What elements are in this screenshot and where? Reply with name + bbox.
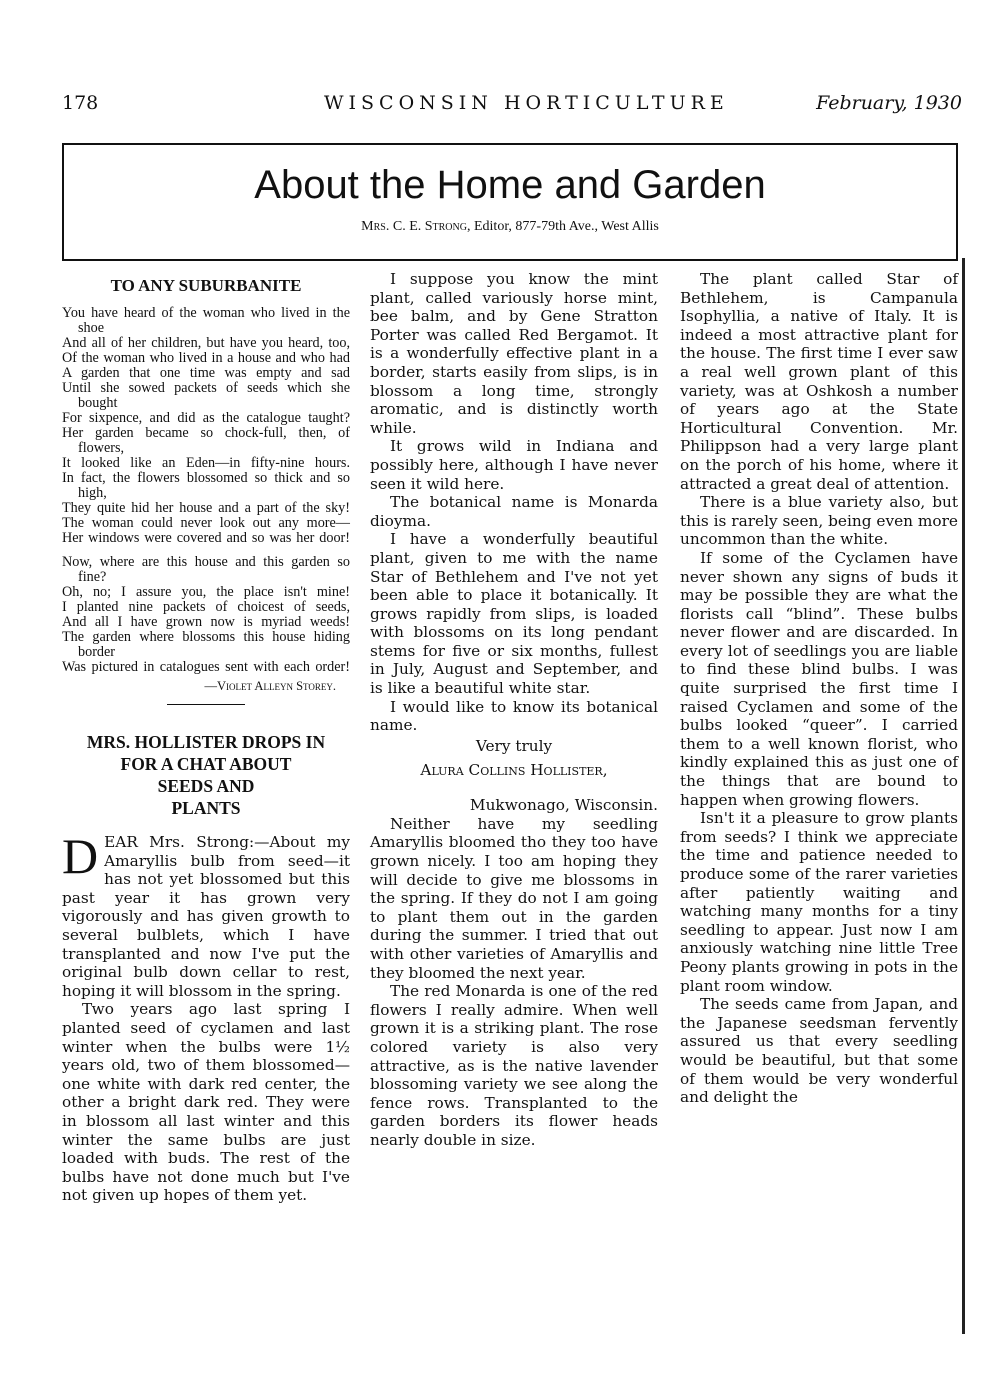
article-paragraph: There is a blue variety also, but this is rarely seen, being even more uncommon than the white. [680,493,958,549]
article-paragraph: I have a wonderfully beautiful plant, given to me with the name Star of Bethlehem and I've not yet been able to place it botanically. It grows rapidly from slips, is loaded with blossoms on its long pendant stems for five or six months, fullest in July, August and September, and is like a beautiful white star. [370,530,658,698]
article-paragraph [62,828,350,1000]
poem-title: TO ANY SUBURBANITE [110,276,302,295]
letter-closing: Very truly [475,736,553,755]
poem-line: In fact, the flowers blossomed so thick and so high, [62,470,350,501]
poem-line: It looked like an Eden—in fifty-nine hours. [62,455,350,471]
poem-line: You have heard of the woman who lived in the shoe [62,305,350,336]
article-paragraph: The red Monarda is one of the red flowers I really admire. When well grown it is a striking plant. The rose colored variety is also very attractive, as is the native lavender blossoming variety we see along the fence rows. Transplanted to the garden borders its flower heads nearly double in size. [370,982,658,1149]
poem-line: Of the woman who lived in a house and who had [62,350,350,366]
poem-line: And all I have grown now is myriad weeds! [62,614,350,630]
poem-line: The garden where blossoms this house hiding border [62,629,350,660]
poem-stanza-2 [62,555,350,675]
poem-line: A garden that one time was empty and sad [62,365,350,381]
column-1 [62,270,350,1205]
journal-title: WISCONSIN HORTICULTURE [324,92,729,114]
article-paragraph: The seeds came from Japan, and the Japanese seedsman fervently assured us that every seedling would be beautiful, but that some of them would be very wonderful and delight the [680,995,958,1107]
article-paragraph: I would like to know its botanical name. [370,697,658,735]
column-3 [680,270,958,1107]
poem-line: Now, where are this house and this garden so fine? [62,554,350,585]
letter-signature: Alura Collins Hollister, [420,760,608,779]
article-title-line: MRS. HOLLISTER DROPS IN [86,732,326,752]
drop-cap: D [62,828,99,884]
article-title-line: SEEDS AND [157,776,255,796]
poem-line: And all of her children, but have you heard, too, [62,335,350,351]
poem-line: Her garden became so chock-full, then, of flowers, [62,425,350,456]
editor-byline [64,219,956,235]
article-title-line: FOR A CHAT ABOUT [120,754,292,774]
editor-address: Editor, 877-79th Ave., West Allis [470,219,659,234]
poem-line: They quite hid her house and a part of the sky! [62,500,350,516]
section-divider [167,704,245,705]
poem-stanza-1 [62,306,350,546]
page-number: 178 [62,92,99,114]
article-paragraph: I suppose you know the mint plant, called variously horse mint, bee balm, and by Gene Stratton Porter was called Red Bergamot. It is a wonderfully effective plant in a border, starts easily from slips, is in blossom a long time, strongly aromatic, and is distinctly worth while. [370,270,658,437]
article-paragraph: If some of the Cyclamen have never shown any signs of buds it may be possible they are what the florists call “blind”. These bulbs never flower and are discarded. In every lot of seedlings you are liable to find these blind bulbs. I was quite surprised the first time I raised Cyclamen and some of the bulbs looked “queer”. I carried them to a well known florist, who kindly explained this as just one of the things that are bound to happen when growing flowers. [680,548,958,809]
poem-line: The woman could never look out any more— [62,515,350,531]
issue-date: February, 1930 [816,92,962,114]
poem-signature: —Violet Alleyn Storey. [204,679,336,693]
article-paragraph: Isn't it a pleasure to grow plants from seeds? I think we appreciate the time and patience needed to produce some of the rarer varieties after patiently waiting and watching many months for a tiny seedling to appear. Just now I am anxiously watching nine little Tree Peony plants growing in pots in the plant room window. [680,809,958,995]
paragraph-text: EAR Mrs. Strong:—About my Amaryllis bulb from seed—it has not yet blossomed but this past year it has grown very vigorously and has given growth to several bulblets, which I have transplanted and now I've put the original bulb down cellar to rest, hoping it will blossom in the spring. [62,833,350,1000]
running-head [62,92,962,122]
article-title [62,731,350,819]
article-paragraph: The plant called Star of Bethlehem, is Campanula Isophyllia, a native of Italy. It is indeed a most attractive plant for the house. The first time I ever saw a real well grown plant of this variety, was at Oshkosh a number of years ago at the State Horticultural Convention. Mr. Philippson had a very large plant on the porch of his home, where it attracted a great deal of attention. [680,270,958,493]
section-header-box [62,143,958,261]
article-paragraph: Neither have my seedling Amaryllis bloomed tho they too have grown nicely. I too am hoping they will decide to give me blossoms in the spring. If they do not I am going to plant them out in the garden during the summer. I tried that out with other varieties of Amaryllis and they bloomed the next year. [370,814,658,982]
column-2 [370,270,658,1150]
article-paragraph: It grows wild in Indiana and possibly here, although I have never seen it wild here. [370,437,658,493]
poem-line: Oh, no; I assure you, the place isn't mine! [62,584,350,600]
article-paragraph: The botanical name is Monarda dioyma. [370,493,658,530]
poem-line: For sixpence, and did as the catalogue taught? [62,410,350,426]
article-paragraph: Two years ago last spring I planted seed of cyclamen and last winter when the bulbs were 1½ years old, two of them blossomed—one white with dark red center, the other a bright dark red. They were in blossom all last winter and this winter the same bulbs are just loaded with buds. The rest of the bulbs have not done much but I've not given up hopes of them yet. [62,1000,350,1205]
poem-line: Was pictured in catalogues sent with each order! [62,659,350,675]
editor-name: Mrs. C. E. Strong, [361,219,471,234]
letter-place: Mukwonago, Wisconsin. [469,795,658,814]
article-title-line: PLANTS [171,798,241,818]
poem-line: Until she sowed packets of seeds which she bought [62,380,350,411]
column-rule [962,258,965,1334]
poem-line: I planted nine packets of choicest of seeds, [62,599,350,615]
poem-line: Her windows were covered and so was her door! [62,530,350,546]
section-title: About the Home and Garden [254,163,766,207]
